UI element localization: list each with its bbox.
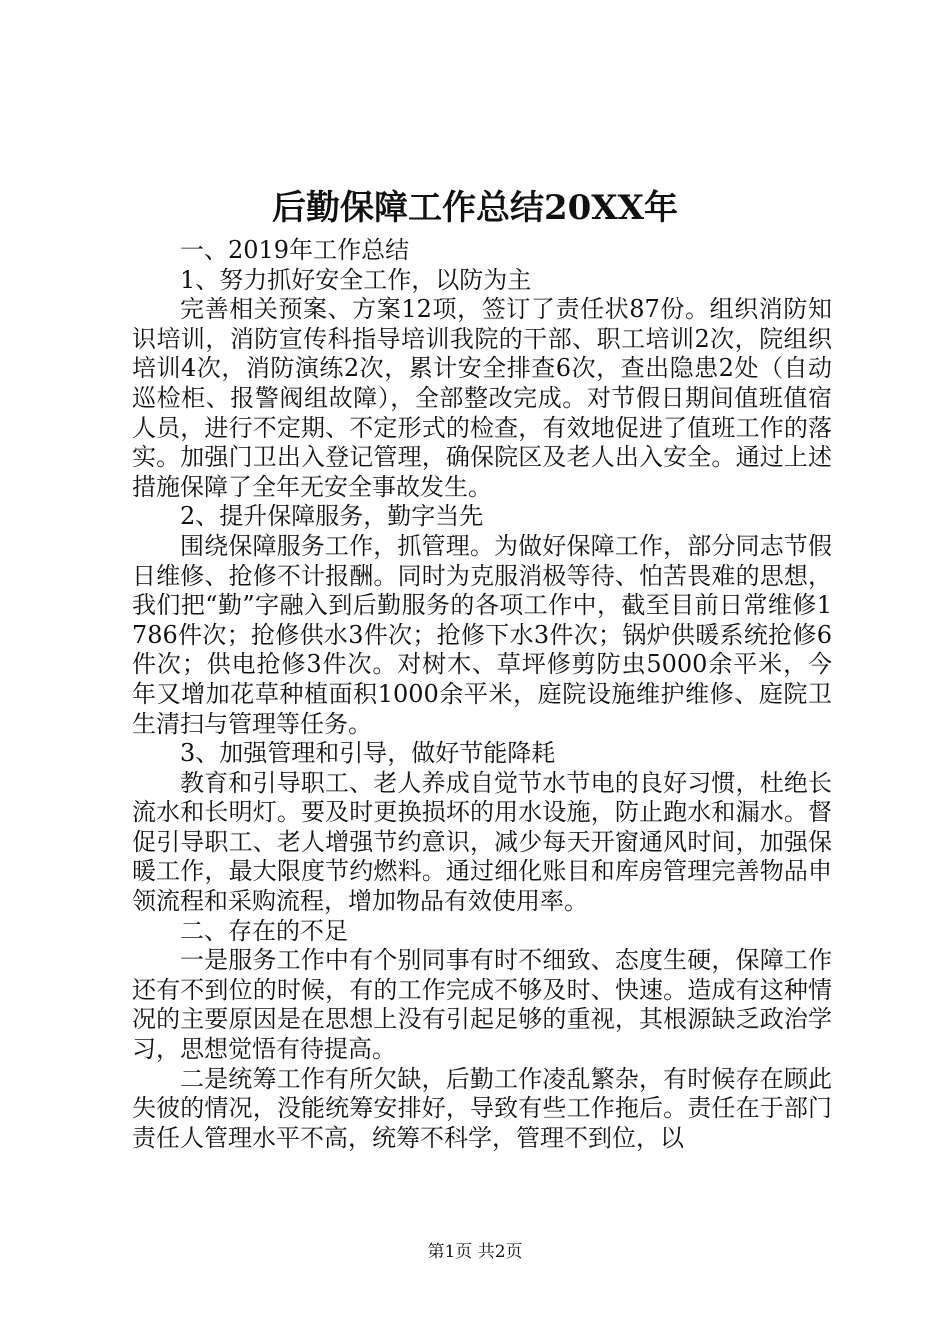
section-heading: 二、存在的不足 [180,916,348,945]
document-body [132,236,832,1153]
body-paragraph: 围绕保障服务工作，抓管理。为做好保障工作，部分同志节假日维修、抢修不计报酬。同时为克服消极等待、怕苦畏难的思想，我们把“勤”字融入到后勤服务的各项工作中，截至目前日常维修1786件次；抢修供水3件次；抢修下水3件次；锅炉供暖系统抢修6件次；供电抢修3件次。对树木、草坪修剪防虫5000余平米，今年又增加花草种植面积1000余平米，庭院设施维护维修、庭院卫生清扫与管理等任务。 [132,531,832,738]
subsection-heading: 3、加强管理和引导，做好节能降耗 [180,739,556,768]
section-heading: 一、2019年工作总结 [180,236,410,264]
page-number-footer: 第1页 共2页 [427,1242,523,1262]
body-paragraph: 一是服务工作中有个别同事有时不细致、态度生硬，保障工作还有不到位的时候，有的工作完成不够及时、快速。造成有这种情况的主要原因是在思想上没有引起足够的重视，其根源缺乏政治学习，思想觉悟有待提高。 [132,946,832,1064]
document-title: 后勤保障工作总结20XX年 [271,188,679,228]
body-paragraph: 教育和引导职工、老人养成自觉节水节电的良好习惯，杜绝长流水和长明灯。要及时更换损坏的用水设施，防止跑水和漏水。督促引导职工、老人增强节约意识，减少每天开窗通风时间，加强保暖工作，最大限度节约燃料。通过细化账目和库房管理完善物品申领流程和采购流程，增加物品有效使用率。 [132,768,832,916]
subsection-heading: 1、努力抓好安全工作，以防为主 [180,265,532,294]
subsection-heading: 2、提升保障服务，勤字当先 [180,502,484,531]
body-paragraph: 完善相关预案、方案12项，签订了责任状87份。组织消防知识培训，消防宣传科指导培训我院的干部、职工培训2次，院组织培训4次，消防演练2次，累计安全排查6次，查出隐患2处（自动巡检柜、报警阀组故障），全部整改完成。对节假日期间值班值宿人员，进行不定期、不定形式的检查，有效地促进了值班工作的落实。加强门卫出入登记管理，确保院区及老人出入安全。通过上述措施保障了全年无安全事故发生。 [132,295,832,501]
body-paragraph: 二是统筹工作有所欠缺，后勤工作凌乱繁杂，有时候存在顾此失彼的情况，没能统筹安排好，导致有些工作拖后。责任在于部门责任人管理水平不高，统筹不科学，管理不到位，以 [132,1064,832,1152]
